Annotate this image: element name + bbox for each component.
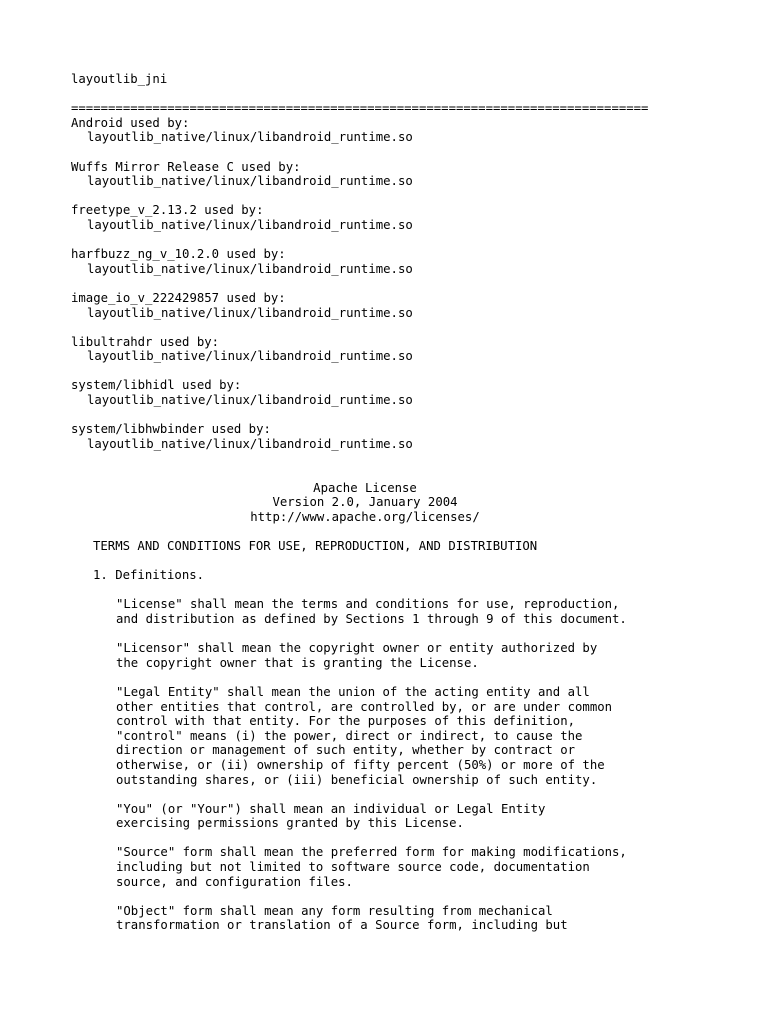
paragraph-line: direction or management of such entity, whether by contract or bbox=[116, 743, 576, 758]
dependency-entry bbox=[71, 160, 761, 204]
license-title: Apache License bbox=[313, 480, 417, 495]
dependency-entry bbox=[71, 203, 761, 247]
dependency-name: system/libhwbinder used by: bbox=[71, 422, 271, 437]
spacer bbox=[71, 670, 761, 685]
dependency-path: layoutlib_native/linux/libandroid_runtime.so bbox=[87, 305, 413, 320]
spacer bbox=[71, 233, 761, 248]
dependency-name: harfbuzz_ng_v_10.2.0 used by: bbox=[71, 247, 286, 262]
spacer bbox=[71, 627, 761, 642]
spacer bbox=[71, 408, 761, 423]
definition-paragraph bbox=[71, 845, 761, 903]
paragraph-line: "Object" form shall mean any form resulting from mechanical bbox=[116, 903, 553, 918]
spacer bbox=[71, 554, 761, 569]
dependency-path: layoutlib_native/linux/libandroid_runtime.so bbox=[87, 217, 413, 232]
dependency-name: Wuffs Mirror Release C used by: bbox=[71, 159, 301, 174]
spacer bbox=[71, 889, 761, 904]
dependency-entry bbox=[71, 247, 761, 291]
dependency-entry bbox=[71, 116, 761, 160]
spacer bbox=[71, 451, 761, 466]
spacer bbox=[71, 87, 761, 102]
paragraph-line: "License" shall mean the terms and conditions for use, reproduction, bbox=[116, 597, 620, 612]
paragraph-line: other entities that control, are controlled by, or are under common bbox=[116, 699, 613, 714]
definition-paragraph bbox=[71, 904, 761, 933]
paragraph-line: outstanding shares, or (iii) beneficial ownership of such entity. bbox=[116, 772, 598, 787]
dependency-entry bbox=[71, 335, 761, 379]
dependency-path: layoutlib_native/linux/libandroid_runtime.so bbox=[87, 349, 413, 364]
paragraph-line: otherwise, or (ii) ownership of fifty percent (50%) or more of the bbox=[116, 757, 605, 772]
paragraph-line: source, and configuration files. bbox=[116, 874, 353, 889]
spacer bbox=[71, 466, 761, 481]
spacer bbox=[71, 524, 761, 539]
spacer bbox=[71, 831, 761, 846]
definition-paragraph bbox=[71, 641, 761, 685]
dependency-entry bbox=[71, 422, 761, 466]
paragraph-line: control with that entity. For the purposes of this definition, bbox=[116, 714, 576, 729]
paragraph-line: transformation or translation of a Source form, including but bbox=[116, 918, 568, 933]
dependency-name: image_io_v_222429857 used by: bbox=[71, 290, 286, 305]
dependency-name: libultrahdr used by: bbox=[71, 334, 220, 349]
paragraph-line: "Source" form shall mean the preferred form for making modifications, bbox=[116, 845, 627, 860]
dependency-list bbox=[71, 116, 761, 466]
paragraph-line: exercising permissions granted by this License. bbox=[116, 816, 464, 831]
dependency-path: layoutlib_native/linux/libandroid_runtime.so bbox=[87, 174, 413, 189]
dependency-path: layoutlib_native/linux/libandroid_runtime.so bbox=[87, 261, 413, 276]
paragraph-line: "Licensor" shall mean the copyright owner or entity authorized by bbox=[116, 641, 598, 656]
definition-paragraph bbox=[71, 597, 761, 641]
dependency-path: layoutlib_native/linux/libandroid_runtime.so bbox=[87, 436, 413, 451]
paragraph-line: "Legal Entity" shall mean the union of the acting entity and all bbox=[116, 684, 590, 699]
paragraph-line: including but not limited to software source code, documentation bbox=[116, 860, 590, 875]
spacer bbox=[71, 145, 761, 160]
spacer bbox=[71, 583, 761, 598]
dependency-entry bbox=[71, 378, 761, 422]
definition-paragraph bbox=[71, 802, 761, 846]
header-rule: ============================================================================== bbox=[71, 101, 649, 116]
definitions bbox=[71, 597, 761, 933]
section-heading: 1. Definitions. bbox=[93, 568, 205, 583]
license-url: http://www.apache.org/licenses/ bbox=[250, 509, 480, 524]
dependency-path: layoutlib_native/linux/libandroid_runtime.so bbox=[87, 130, 413, 145]
license-document bbox=[71, 72, 761, 933]
paragraph-line: and distribution as defined by Sections 1 through 9 of this document. bbox=[116, 611, 627, 626]
terms-heading: TERMS AND CONDITIONS FOR USE, REPRODUCTION, AND DISTRIBUTION bbox=[93, 539, 538, 553]
definition-paragraph bbox=[71, 685, 761, 802]
dependency-name: Android used by: bbox=[71, 115, 190, 130]
dependency-name: freetype_v_2.13.2 used by: bbox=[71, 203, 264, 218]
license-version: Version 2.0, January 2004 bbox=[272, 495, 458, 510]
dependency-entry bbox=[71, 291, 761, 335]
document-title: layoutlib_jni bbox=[71, 72, 168, 86]
paragraph-line: the copyright owner that is granting the License. bbox=[116, 655, 479, 670]
paragraph-line: "You" (or "Your") shall mean an individual or Legal Entity bbox=[116, 801, 546, 816]
spacer bbox=[71, 364, 761, 379]
license-header bbox=[71, 481, 761, 525]
paragraph-line: "control" means (i) the power, direct or indirect, to cause the bbox=[116, 728, 583, 743]
spacer bbox=[71, 276, 761, 291]
dependency-name: system/libhidl used by: bbox=[71, 378, 242, 393]
spacer bbox=[71, 189, 761, 204]
dependency-path: layoutlib_native/linux/libandroid_runtime.so bbox=[87, 393, 413, 408]
spacer bbox=[71, 787, 761, 802]
spacer bbox=[71, 320, 761, 335]
